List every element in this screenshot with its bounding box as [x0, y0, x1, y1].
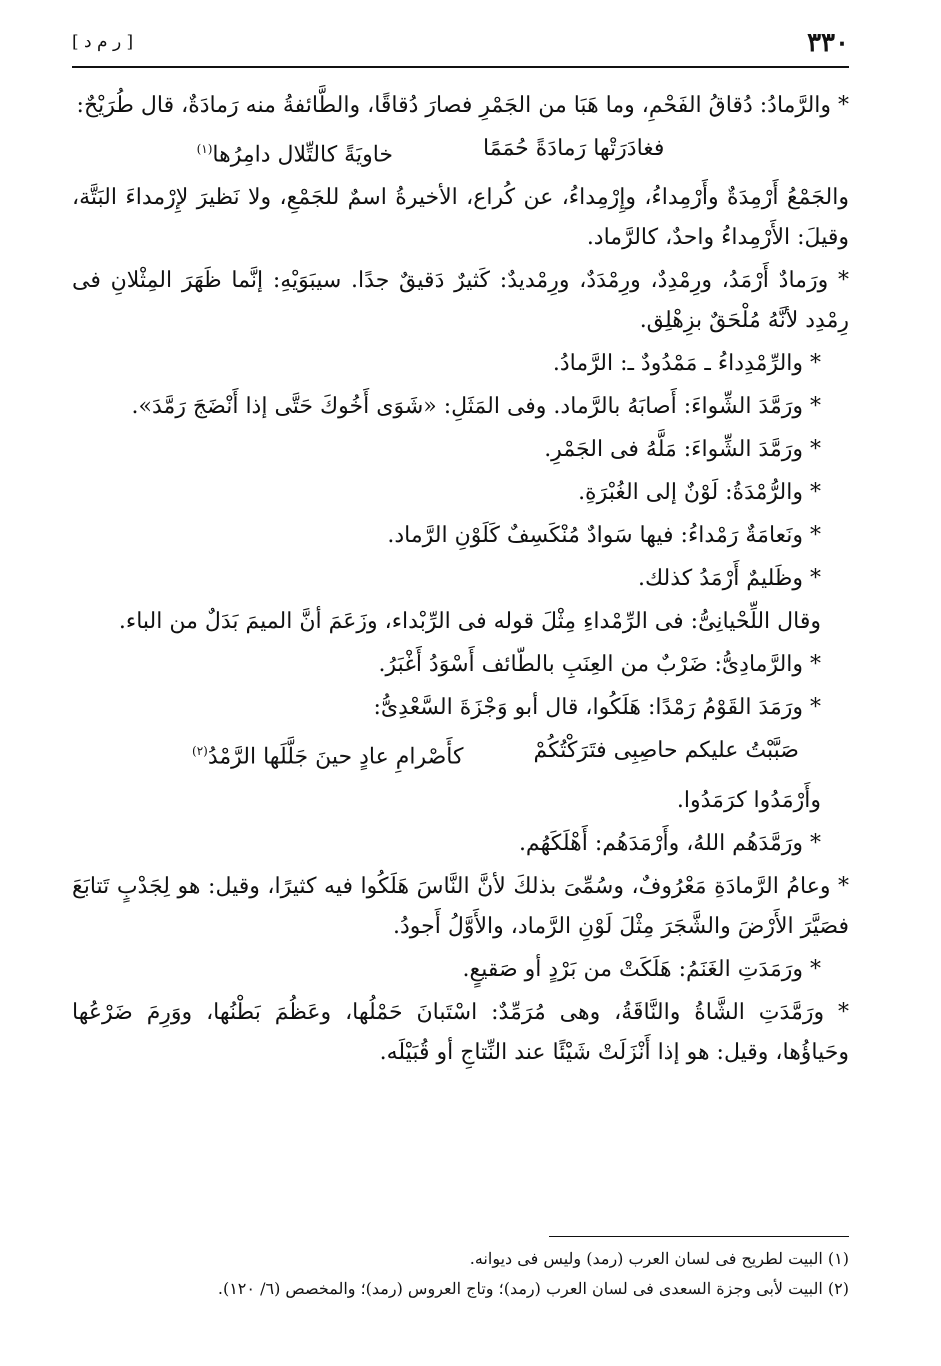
entry-paragraph: وأَرْمَدُوا كرَمَدُوا. [676, 787, 821, 813]
entry-paragraph: * ورَمَّدَ الشِّواءَ: أَصابَهُ بالرَّماد. وفى المَثَلِ: «شَوَى أَخُوكَ حَتَّى إذا أَنْضَجَ رَمَّدَ». [131, 394, 821, 420]
entry-paragraph: * وعامُ الرَّمادَةِ مَعْرُوفٌ، وسُمِّىَ بذلكَ لأنَّ النَّاسَ هَلَكُوا فيه كثيرًا، وقيل: هو لِجَدْبٍ تَتابَعَ فصَيَّرَ الأَرْضَ والشَّجَرَ مِثْلَ لَوْنِ الرَّماد، والأَوَّلُ أَجودُ. [72, 873, 849, 939]
entry-paragraph: * ورَمادٌ أَرْمَدُ، ورِمْدِدٌ، ورِمْدَدٌ، ورِمْديدٌ: كَثيرٌ دَقيقٌ جدًا. سيبَوَيْهِ: إنَّما ظَهَرَ المِثْلانِ فى رِمْدِد لأنَّهُ مُلْحَقٌ بزِهْلِق. [72, 268, 849, 334]
entry-paragraph: * والرَّمادُ: دُقاقُ الفَحْمِ، وما هَبَا من الجَمْرِ فصارَ دُقاقًا، والطَّائفةُ منه رَمادَةٌ، قال طُرَيْحٌ: [76, 93, 849, 118]
entry-paragraph: وقال اللِّحْيانِىُّ: فى الرِّمْداءِ مِثْلَ قوله فى الرِّبْداء، وزَعَمَ أنَّ الميمَ بَدَلٌ من الباء. [118, 609, 821, 635]
entry-paragraph: * والرَّمادِىُّ: ضَرْبٌ من العِنَبِ بالطّائف أَسْوَدُ أَغْبَرُ. [378, 652, 821, 678]
entry-paragraph: * ونَعامَةٌ رَمْداءُ: فيها سَوادٌ مُنْكَسِفٌ كَلَوْنِ الرَّماد. [387, 523, 821, 549]
entry-paragraph: والجَمْعُ أَرْمِدَةٌ وأَرْمِداءُ، وإِرْمِداءُ، عن كُراع، الأخيرةُ اسمٌ للجَمْعِ، ولا نَظيرَ لإِرْمداءَ البَتَّة، وقيلَ: الأَرْمِداءُ واحدٌ، كالرَّماد. [72, 185, 849, 251]
entry-paragraph: * وظَليمٌ أَرْمَدُ كذلك. [637, 566, 821, 592]
verse-second-hemistich [192, 731, 463, 777]
page-header [72, 26, 849, 64]
verse-first-hemistich: فغادَرَتْها رَمادَةً حُمَمًا [483, 136, 665, 161]
root-label: [ ر م د ] [72, 32, 134, 52]
body-text [72, 86, 849, 1076]
verse-second-text: خاويَةً كالتِّلال دامِرُها [212, 142, 394, 168]
page-number: ٣٣٠ [807, 28, 849, 58]
entry-paragraph: * والرُّمْدَةُ: لَوْنٌ إلى الغُبْرَةِ. [578, 480, 821, 506]
verse-first-hemistich: صَبَّبْتُ عليكم حاصِبِى فتَرَكْتُكُمْ [533, 738, 799, 764]
verse-line [72, 731, 849, 777]
footnote-rule [549, 1236, 849, 1237]
verse-second-hemistich [197, 129, 393, 175]
footnote: (٢) البيت لأبى وجزة السعدى فى لسان العرب (رمد)؛ وتاج العروس (رمد)؛ والمخصص (٦/ ١٢٠). [217, 1279, 849, 1298]
footnote-marker: (١) [196, 142, 213, 156]
footnote-marker: (٢) [192, 744, 208, 759]
entry-paragraph: * ورَمَّدَهُم اللهُ، وأَرْمَدَهُم: أَهْلَكَهُم. [518, 830, 821, 856]
entry-paragraph: * والرِّمْدِداءُ ـ مَمْدُودٌ ـ: الرَّمادُ. [552, 351, 821, 377]
entry-paragraph: * ورَمَدَتِ الغَنَمُ: هَلَكَتْ من بَرْدٍ أو صَقيعٍ. [462, 956, 821, 982]
entry-paragraph: * ورَمَّدَتِ الشَّاةُ والنَّاقَةُ، وهى مُرَمِّدٌ: اسْتَبانَ حَمْلُها، وعَظُمَ بَطْنُها، ووَرِمَ ضَرْعُها وحَياؤُها، وقيل: هو إذا أَنْزَلَتْ شَيْئًا عند النِّتاجِ أو قُبَيْلَه. [72, 999, 849, 1065]
verse-second-text: كأَصْرامِ عادٍ حينَ جَلَّلَها الرَّمْدُ [207, 744, 464, 770]
header-rule [72, 66, 849, 68]
verse-line [72, 129, 849, 175]
footnotes [72, 1244, 849, 1304]
footnote: (١) البيت لطريح فى لسان العرب (رمد) وليس فى ديوانه. [469, 1249, 849, 1268]
entry-paragraph: * ورَمَّدَ الشِّواءَ: مَلَّهُ فى الجَمْرِ. [544, 437, 821, 463]
entry-paragraph: * ورَمَدَ القَوْمُ رَمْدًا: هَلَكُوا، قال أبو وَجْزَةَ السَّعْدِىُّ: [373, 695, 821, 721]
